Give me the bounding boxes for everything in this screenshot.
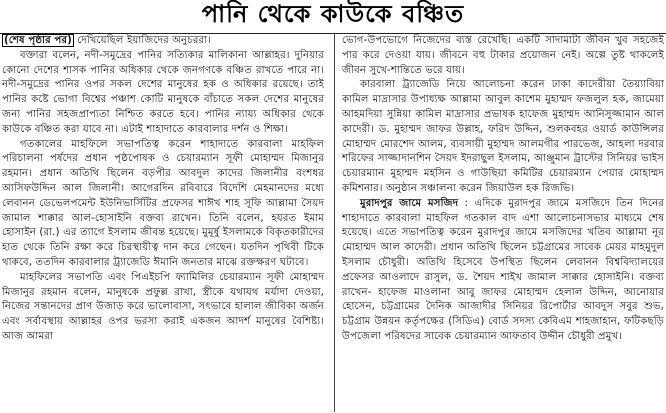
paragraph-6: কারবালা ট্র্যাজেডি নিয়ে আলোচনা করেন ঢাকা কাদেরীয়া তৈয়্যাবিয়া কামিল মাদ্রাসার উপাধ্যক্ষ আল্লামা আবুল কাশেম মুহাম্মদ ফজলুল হক, জামেয়া আহমদিয়া সুন্নিয়া কামিল মাদ্রাসার প্রভাষক হাফেজ মুহাম্মদ আনিসুজ্জামান আল কাদেরী। ড. মুহাম্মদ জাফর উল্লাহ, ফরিদ উদ্দিন, শুলকবহর ওয়ার্ড কাউন্সিলর মোহাম্মদ মোরশেদ আলম, ব্যবসায়ী মুহাম্মদ আলমগীর পারভেজ, আহলা দরবার শরিফের সাজ্জাদানশিন সৈয়দ ইদরাছুল ইসলাম, আঞ্জুমান ট্রাস্টের সিনিয়র ভাইস চেয়ারম্যান মুহাম্মদ মহসিন ও গাউছিয়া কমিটির চেয়ারম্যান পেয়ার মোহাম্মদ কমিশনার। অনুষ্ঠান সঞ্চালনা করেন জিয়াউল হক রিজভি। [342, 79, 664, 194]
paragraph-4: মাহফিলের সভাপতি এবং পিএইচপি ফ্যামিলির চেয়ারম্যান সূফী মোহাম্মদ মিজানুর রহমান বলেন, মানুষকে প্রফুল্ল রাখা, স্ত্রীকে যথাযথ মর্যাদা দেওয়া, নিজের সন্তানদের প্রাণ উজাড় করে ভালোবাসা, সৎভাবে হালাল জীবিকা অর্জন এবং সর্বাবস্থায় আল্লাহর ওপর ভরসা করাই একজন আদর্শ মানুষের বৈশিষ্ট্য। আজ আমরা [2, 271, 324, 342]
paragraph-7 [342, 197, 664, 345]
paragraph-5: ভোগ-উপভোগে নিজেদের ব্যস্ত রেখেছি। একটি সাদামাটা জীবন খুব সহজেই পার করে দেওয়া যায়। জীবনে বহু টাকার প্রয়োজন নেই। অল্পে তুষ্ট থাকলেই জীবন সুখে-শান্তিতে ভরে যায়। [342, 35, 664, 76]
column-divider [334, 34, 335, 412]
paragraph-1 [2, 34, 324, 49]
right-column [342, 34, 664, 412]
left-column [2, 34, 324, 412]
headline: পানি থেকে কাউকে বঞ্চিত [201, 0, 465, 28]
paragraph-2: বক্তারা বলেন, নদী-সমুদ্রের পানির সত্যিকার মালিকানা আল্লাহর। দুনিয়ার কোনো দেশের শাসক পানির অধিকার থেকে জনগণকে বঞ্চিত রাখতে পারে না। নদী-সমুদ্রের পানির ওপর সকল দেশের মানুষের হক ও অধিকার রয়েছে। তাই পানির কষ্টে ভোগা বিশ্বের পঞ্চাশ কোটি মানুষকে বাঁচাতে সকল দেশের মানুষের জন্য পানির সহজপ্রাপ্যতা নিশ্চিত করতে হবে। পানির ন্যায্য অধিকার থেকে কাউকে বঞ্চিত করা যাবে না। এটাই শাহাদাতে কারবালার দর্শন ও শিক্ষা। [2, 49, 324, 135]
paragraph-7-text: : এদিকে মুরাদপুর জামে মসজিদে তিন দিনের শাহাদাতে কারবালা মাহফিল গতকাল বাদ এশা আলোচনাসভার মাধ্যমে শেষ হয়েছে। এতে সভাপতিত্ব করেন মুরাদপুর জামে মসজিদের খতিব আল্লামা নূর মোহাম্মদ আল কাদেরী। প্রধান অতিথি ছিলেন চট্টগ্রামের সাবেক মেয়র মাহমুদুল ইসলাম চৌধুরী। অতিথি হিসেবে উপস্থিত ছিলেন লেবানন বিশ্ববিদ্যালয়ের প্রফেসর আওলাদে রাসুল, ড. শৈয়দ শাইখ জামাল সাক্কার হোসাইনি। বক্তব্য রাখেন- হাফেজ মাওলানা আবু জাফর মোহাম্মদ হেলাল উদ্দিন, আনোয়ার হোসেন, চট্টগ্রামের দৈনিক আজাদীর সিনিয়র রিপোর্টার আবদুস সবুর শুভ, চট্টগ্রাম উন্নয়ন কর্তৃপক্ষের (সিডিএ) বোর্ড সদস্য কেবিএম শাহজাহান, ফটিকছড়ি উপজেলা পরিষদের সাবেক চেয়ারম্যান আফতাব উদ্দীন চৌধুরী প্রমুখ। [342, 197, 664, 342]
paragraph-1-text: দেখিয়েছিল ইয়াজিদের অনুচররা। [73, 35, 211, 46]
paragraph-3: গতকালের মাহফিলে সভাপতিত্ব করেন শাহাদাতে কারবালা মাহফিল পরিচালনা পর্ষদের প্রধান পৃষ্ঠপোষক ও চেয়ারম্যান সূফী মোহাম্মদ মিজানুর রহমান। প্রধান অতিথি ছিলেন বড়পীর আবদুল কাদের জিলানীর বংশধর আসিফউদ্দিন আল জিলানী। আগেরদিন রবিবারে বিদেশি মেহমানদের মধ্যে লেবানন ডেভেলপমেন্ট ইউনিভার্সিটির প্রফেসর শাঈখ শাহ সূফি আল্লামা সৈয়দ জামাল শাক্কার আল-হোসাইনি বক্তব্য রাখেন। তিনি বলেন, হযরত ইমাম হোসাইন (রা.) এর ত্যাগে ইসলাম জীবন্ত হয়েছে। মুমূর্ষু ইসলামকে বিকৃতকারীদের হাত থেকে তিনি রক্ষা করে চিরস্থায়ীত্ব দান করে গেছেন। যতদিন পৃথিবী টিকে থাকবে, ততদিন কারবালার ট্র্যাজেডি ঈমানি জনতার মাঝে রক্তক্ষরণ ঘটাবে। [2, 138, 324, 268]
section-label: মুরাদপুর জামে মসজিদ [360, 197, 459, 209]
continuation-label: (শেষ পৃষ্ঠার পর) [4, 35, 72, 46]
